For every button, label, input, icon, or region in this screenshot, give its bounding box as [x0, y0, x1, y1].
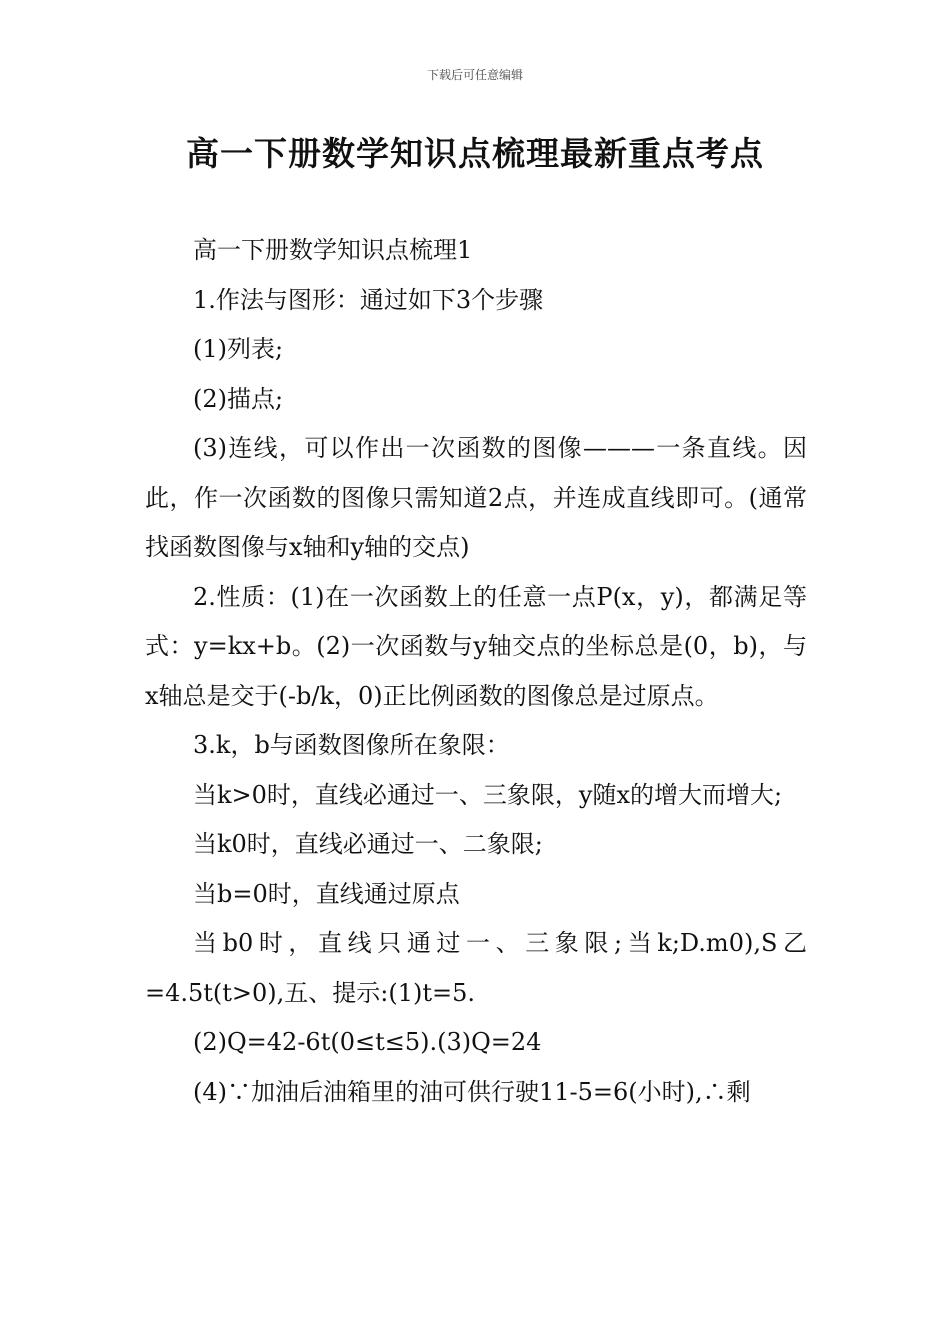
page-header-note: 下载后可任意编辑	[426, 68, 523, 82]
section-heading: 高一下册数学知识点梳理1	[193, 236, 473, 264]
document-title: 高一下册数学知识点梳理最新重点考点	[186, 134, 764, 173]
paragraph: 3.k，b与函数图像所在象限：	[193, 731, 510, 759]
paragraph: 当k0时，直线必通过一、二象限;	[193, 830, 543, 858]
paragraph: 当k>0时，直线必通过一、三象限，y随x的增大而增大;	[193, 780, 783, 809]
paragraph: (2)Q=42-6t(0≤t≤5).(3)Q=24	[193, 1028, 542, 1056]
paragraph: (4)∵加油后油箱里的油可供行驶11-5=6(小时),∴剩	[193, 1077, 751, 1106]
paragraph: 当b0时，直线只通过一、三象限;当k;D.m0),S乙=4.5t(t>0),五、提示:(1)t=5.	[145, 929, 807, 1007]
paragraph: 当b=0时，直线通过原点	[193, 879, 460, 908]
paragraph: (3)连线，可以作出一次函数的图像———一条直线。因此，作一次函数的图像只需知道2点，并连成直线即可。(通常找函数图像与x轴和y轴的交点)	[145, 434, 807, 561]
paragraph: 1.作法与图形：通过如下3个步骤	[193, 285, 544, 314]
paragraph: (1)列表;	[193, 335, 284, 363]
paragraph: 2.性质：(1)在一次函数上的任意一点P(x，y)，都满足等式：y=kx+b。(2)一次函数与y轴交点的坐标总是(0，b)，与x轴总是交于(-b/k，0)正比例函数的图像总是过原点。	[145, 582, 807, 710]
paragraph: (2)描点;	[193, 384, 284, 413]
document-body	[145, 226, 807, 1117]
